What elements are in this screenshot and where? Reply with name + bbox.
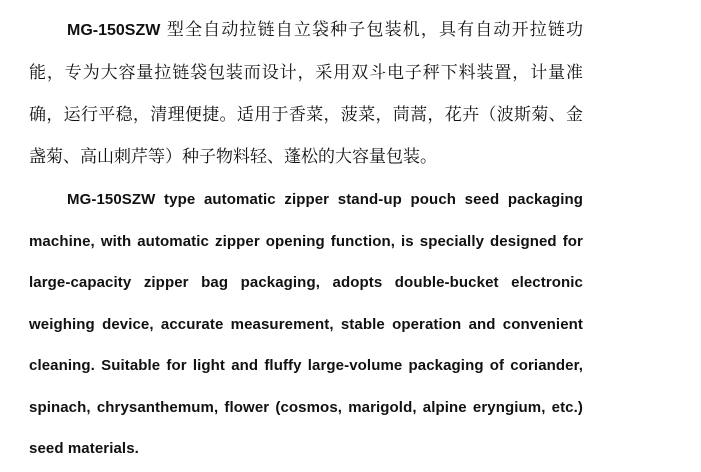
chinese-paragraph: [29, 9, 583, 178]
document-body: [29, 0, 583, 470]
english-paragraph: MG-150SZW type automatic zipper stand-up pouch seed packaging machine, with automatic zipper opening function, is specially designed for large-capacity zipper bag packaging, adopts double-bucket electronic weighing device, accurate measurement, stable operation and convenient cleaning. Suitable for light and fluffy large-volume packaging of coriander, spinach, chrysanthemum, flower (cosmos, marigold, alpine eryngium, etc.) seed materials.: [29, 191, 583, 457]
chinese-description: 型全自动拉链自立袋种子包装机，具有自动开拉链功能，专为大容量拉链袋包装而设计，采用双斗电子秤下料装置，计量准确，运行平稳，清理便捷。适用于香菜，菠菜，茼蒿，花卉（波斯菊、金盏菊、高山刺芹等）种子物料轻、蓬松的大容量包装。: [29, 20, 583, 167]
model-number: MG-150SZW: [67, 22, 161, 39]
